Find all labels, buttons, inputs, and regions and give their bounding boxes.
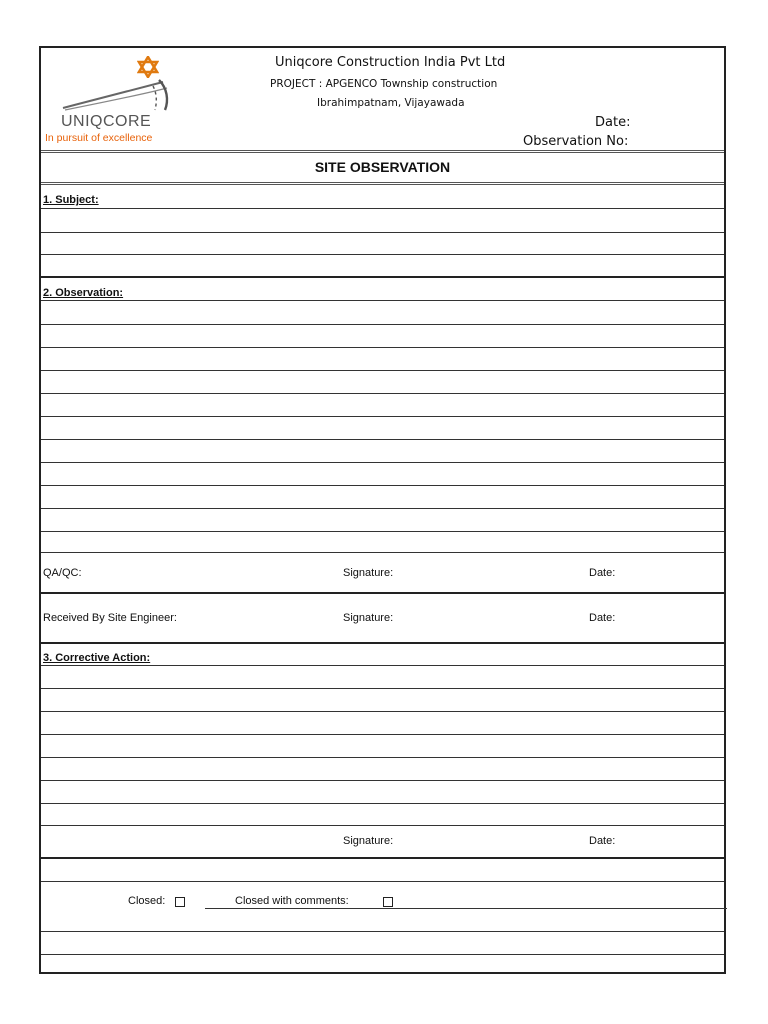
closed-checkbox[interactable]: [175, 897, 185, 907]
form-line: [41, 416, 724, 417]
closed-underline: [205, 908, 415, 909]
corrective-action-heading: 3. Corrective Action:: [43, 652, 151, 664]
subject-heading: 1. Subject:: [43, 194, 99, 206]
form-line: [41, 825, 724, 826]
corrective-signature-label: Signature:: [343, 835, 394, 847]
form-line: [41, 688, 724, 689]
form-line: [41, 803, 724, 804]
form-line: [41, 232, 724, 233]
form-line: [41, 462, 724, 463]
form-line: [41, 665, 724, 666]
qaqc-label: QA/QC:: [43, 567, 82, 579]
form-line: [41, 347, 724, 348]
road-swoosh-icon: [61, 76, 171, 112]
title-divider: [41, 182, 724, 185]
closed-label: Closed:: [128, 895, 166, 907]
received-date-label: Date:: [589, 612, 616, 624]
form-line: [41, 734, 724, 735]
section-divider: [41, 276, 724, 278]
company-logo: [43, 52, 193, 148]
project-location: Ibrahimpatnam, Vijayawada: [317, 97, 465, 109]
form-line: [41, 552, 724, 553]
observation-heading: 2. Observation:: [43, 287, 124, 299]
form-line: [41, 531, 724, 532]
form-line: [41, 954, 724, 955]
comments-underline: [415, 908, 727, 909]
form-line: [41, 711, 724, 712]
form-line: [41, 881, 724, 882]
section-divider: [41, 592, 724, 594]
site-observation-form: [39, 46, 726, 974]
form-line: [41, 757, 724, 758]
form-line: [41, 370, 724, 371]
received-by-label: Received By Site Engineer:: [43, 612, 177, 624]
form-line: [41, 439, 724, 440]
qaqc-date-label: Date:: [589, 567, 616, 579]
logo-name: UNIQCORE: [61, 113, 152, 130]
closed-with-comments-label: Closed with comments:: [235, 895, 349, 907]
corrective-date-label: Date:: [589, 835, 616, 847]
form-line: [41, 780, 724, 781]
qaqc-signature-label: Signature:: [343, 567, 394, 579]
form-line: [41, 300, 724, 301]
section-divider: [41, 642, 724, 644]
section-divider: [41, 857, 724, 859]
date-label: Date:: [595, 115, 631, 130]
project-name: PROJECT : APGENCO Township construction: [270, 78, 498, 90]
observation-no-label: Observation No:: [523, 134, 629, 149]
form-line: [41, 508, 724, 509]
closed-with-comments-checkbox[interactable]: [383, 897, 393, 907]
received-signature-label: Signature:: [343, 612, 394, 624]
form-line: [41, 931, 724, 932]
form-line: [41, 208, 724, 209]
form-line: [41, 254, 724, 255]
form-title: SITE OBSERVATION: [314, 159, 451, 175]
form-line: [41, 393, 724, 394]
company-name: Uniqcore Construction India Pvt Ltd: [275, 55, 506, 70]
header-divider: [41, 150, 724, 153]
star-of-david-icon: [137, 56, 159, 78]
logo-tagline: In pursuit of excellence: [45, 132, 153, 144]
form-line: [41, 485, 724, 486]
form-line: [41, 324, 724, 325]
